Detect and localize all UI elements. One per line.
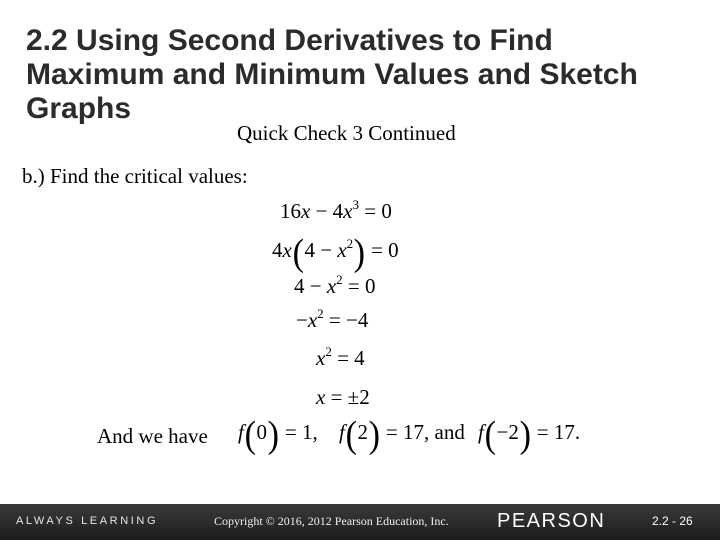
equation-step-6 bbox=[316, 385, 370, 410]
question-prompt: b.) Find the critical values: bbox=[22, 164, 248, 188]
equation-step-4 bbox=[296, 308, 368, 333]
footer-tagline: ALWAYS LEARNING bbox=[16, 515, 159, 527]
left-term: − bbox=[296, 308, 308, 332]
variable: x bbox=[307, 308, 318, 332]
variable: x bbox=[316, 385, 326, 409]
right-hand-side: = 0 bbox=[365, 238, 399, 262]
function-value-3: f(−2) = 17. bbox=[478, 414, 581, 456]
right-hand-side: = 0 bbox=[342, 274, 376, 298]
variable: x bbox=[316, 346, 326, 370]
argument: 2 bbox=[357, 420, 368, 444]
left-term: 4 − bbox=[294, 274, 327, 298]
variable: x bbox=[337, 238, 347, 262]
variable: x bbox=[326, 274, 337, 298]
coefficient: 4 bbox=[332, 199, 344, 223]
coefficient: 4 bbox=[272, 238, 283, 262]
function-value-2: f(2) = 17, and bbox=[339, 414, 465, 456]
exponent: 3 bbox=[352, 197, 359, 212]
conclusion-lead: And we have bbox=[97, 424, 208, 448]
equation-step-1 bbox=[280, 199, 392, 224]
page-number: 2.2 - 26 bbox=[652, 514, 693, 528]
right-hand-side: = ±2 bbox=[325, 385, 370, 409]
function-name: f bbox=[478, 420, 484, 444]
equation-step-3 bbox=[294, 274, 376, 299]
right-hand-side: = 4 bbox=[331, 346, 365, 370]
function-result: = 17, and bbox=[380, 420, 465, 444]
exponent: 2 bbox=[336, 272, 343, 287]
argument: −2 bbox=[496, 420, 519, 444]
equation-step-2: $4x(4 - x^2) = 0$ bbox=[272, 232, 399, 274]
right-hand-side: = 0 bbox=[359, 199, 392, 223]
variable: x bbox=[282, 238, 292, 262]
function-result: = 1, bbox=[279, 420, 318, 444]
inner-term: 4 − bbox=[304, 238, 338, 262]
equation-step-5 bbox=[316, 346, 365, 371]
variable: x bbox=[343, 199, 353, 223]
publisher-logo: PEARSON bbox=[497, 510, 606, 532]
variable: x bbox=[301, 199, 311, 223]
slide-subtitle: Quick Check 3 Continued bbox=[237, 121, 456, 145]
function-name: f bbox=[238, 420, 244, 444]
function-value-1: f(0) = 1, bbox=[238, 414, 318, 456]
function-name: f bbox=[339, 420, 345, 444]
operator: − bbox=[310, 199, 333, 223]
coefficient: 16 bbox=[280, 199, 301, 223]
footer-bar bbox=[0, 504, 720, 540]
exponent: 2 bbox=[317, 306, 324, 321]
function-result: = 17. bbox=[531, 420, 581, 444]
exponent: 2 bbox=[346, 236, 354, 251]
argument: 0 bbox=[256, 420, 267, 444]
slide-title: 2.2 Using Second Derivatives to Find Maximum and Minimum Values and Sketch Graphs bbox=[26, 24, 638, 125]
exponent: 2 bbox=[325, 344, 332, 359]
right-hand-side: = −4 bbox=[323, 308, 369, 332]
copyright-notice: Copyright © 2016, 2012 Pearson Education, Inc. bbox=[214, 514, 449, 528]
